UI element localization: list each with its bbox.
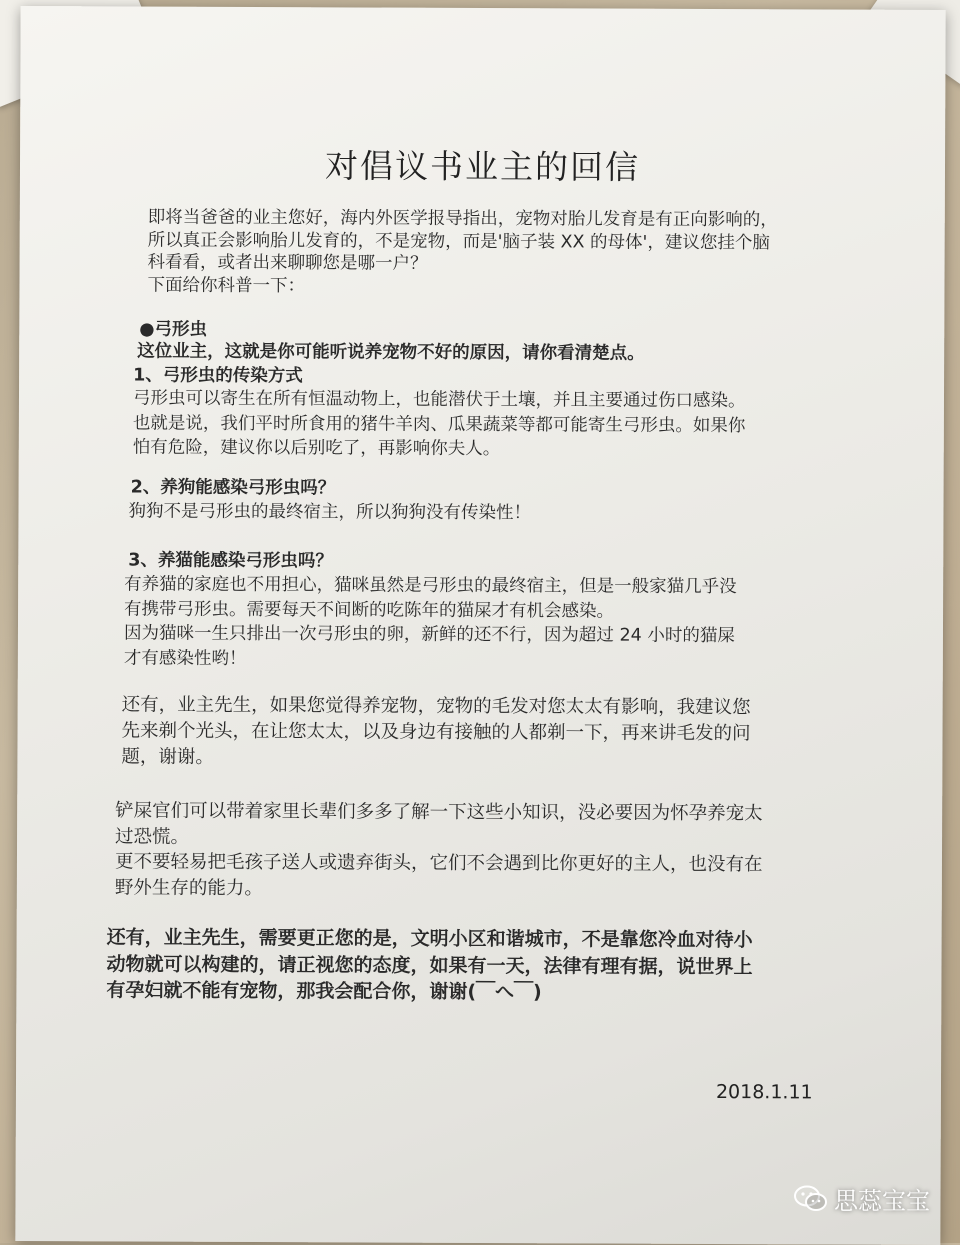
section1-body: 弓形虫可以寄生在所有恒温动物上，也能潜伏于土壤，并且主要通过伤口感染。 也就是说，我们平时所食用的猪牛羊肉、瓜果蔬菜等都可能寄生弓形虫。如果你 怕有危险，建议你以后别吃了，再影响你夫人。 (132, 388, 746, 460)
section3-body: 有养猫的家庭也不用担心，猫咪虽然是弓形虫的最终宿主，但是一般家猫几乎没 有携带弓形虫。需要每天不间断的吃陈年的猫屎才有机会感染。 因为猫咪一生只排出一次弓形虫的卵，新鲜的还不行，因为超过 24 小时的猫屎 才有感染性哟！ (123, 574, 737, 669)
watermark-text: 思蕊宝宝 (834, 1187, 930, 1215)
section1-heading: 1、弓形虫的传染方式 (133, 365, 303, 387)
closing-paragraph: 还有，业主先生，需要更正您的是，文明小区和谐城市，不是靠您冷血对待小 动物就可以构建的，请正视您的态度，如果有一天，法律有理有据，说世界上 有孕妇就不能有宠物，那我会配合你，谢谢(￣へ￣) (106, 926, 753, 1004)
letter-date: 2018.1.11 (715, 1081, 813, 1104)
intro-paragraph: 即将当爸爸的业主您好，海内外医学报导指出，宠物对胎儿发育是有正向影响的， 所以真正会影响胎儿发育的，不是宠物，而是'脑子装 XX 的母体'，建议您挂个脑 科看看，或者出来聊聊您是哪一户？ 下面给你科普一下： (147, 207, 778, 296)
toxoplasma-heading: ●弓形虫 (139, 319, 208, 340)
section2-body: 狗狗不是弓形虫的最终宿主，所以狗狗没有传染性！ (128, 501, 532, 524)
letter-paper (15, 6, 945, 1245)
watermark (794, 1181, 930, 1216)
toxoplasma-intro: 这位业主，这就是你可能听说养宠物不好的原因，请你看清楚点。 (137, 341, 645, 364)
section2-heading: 2、养狗能感染弓形虫吗？ (130, 477, 336, 499)
letter-title: 对倡议书业主的回信 (324, 146, 641, 187)
section3-heading: 3、养猫能感染弓形虫吗？ (128, 550, 334, 572)
hair-paragraph: 还有，业主先生，如果您觉得养宠物，宠物的毛发对您太太有影响，我建议您 先来剃个光头，在让您太太，以及身边有接触的人都剃一下，再来讲毛发的问 题，谢谢。 (121, 694, 751, 768)
wechat-icon (794, 1185, 828, 1213)
owners-paragraph: 铲屎官们可以带着家里长辈们多多了解一下这些小知识，没必要因为怀孕养宠太 过恐慌。 更不要轻易把毛孩子送人或遗弃街头，它们不会遇到比你更好的主人，也没有在 野外生存的能力。 (114, 800, 763, 899)
